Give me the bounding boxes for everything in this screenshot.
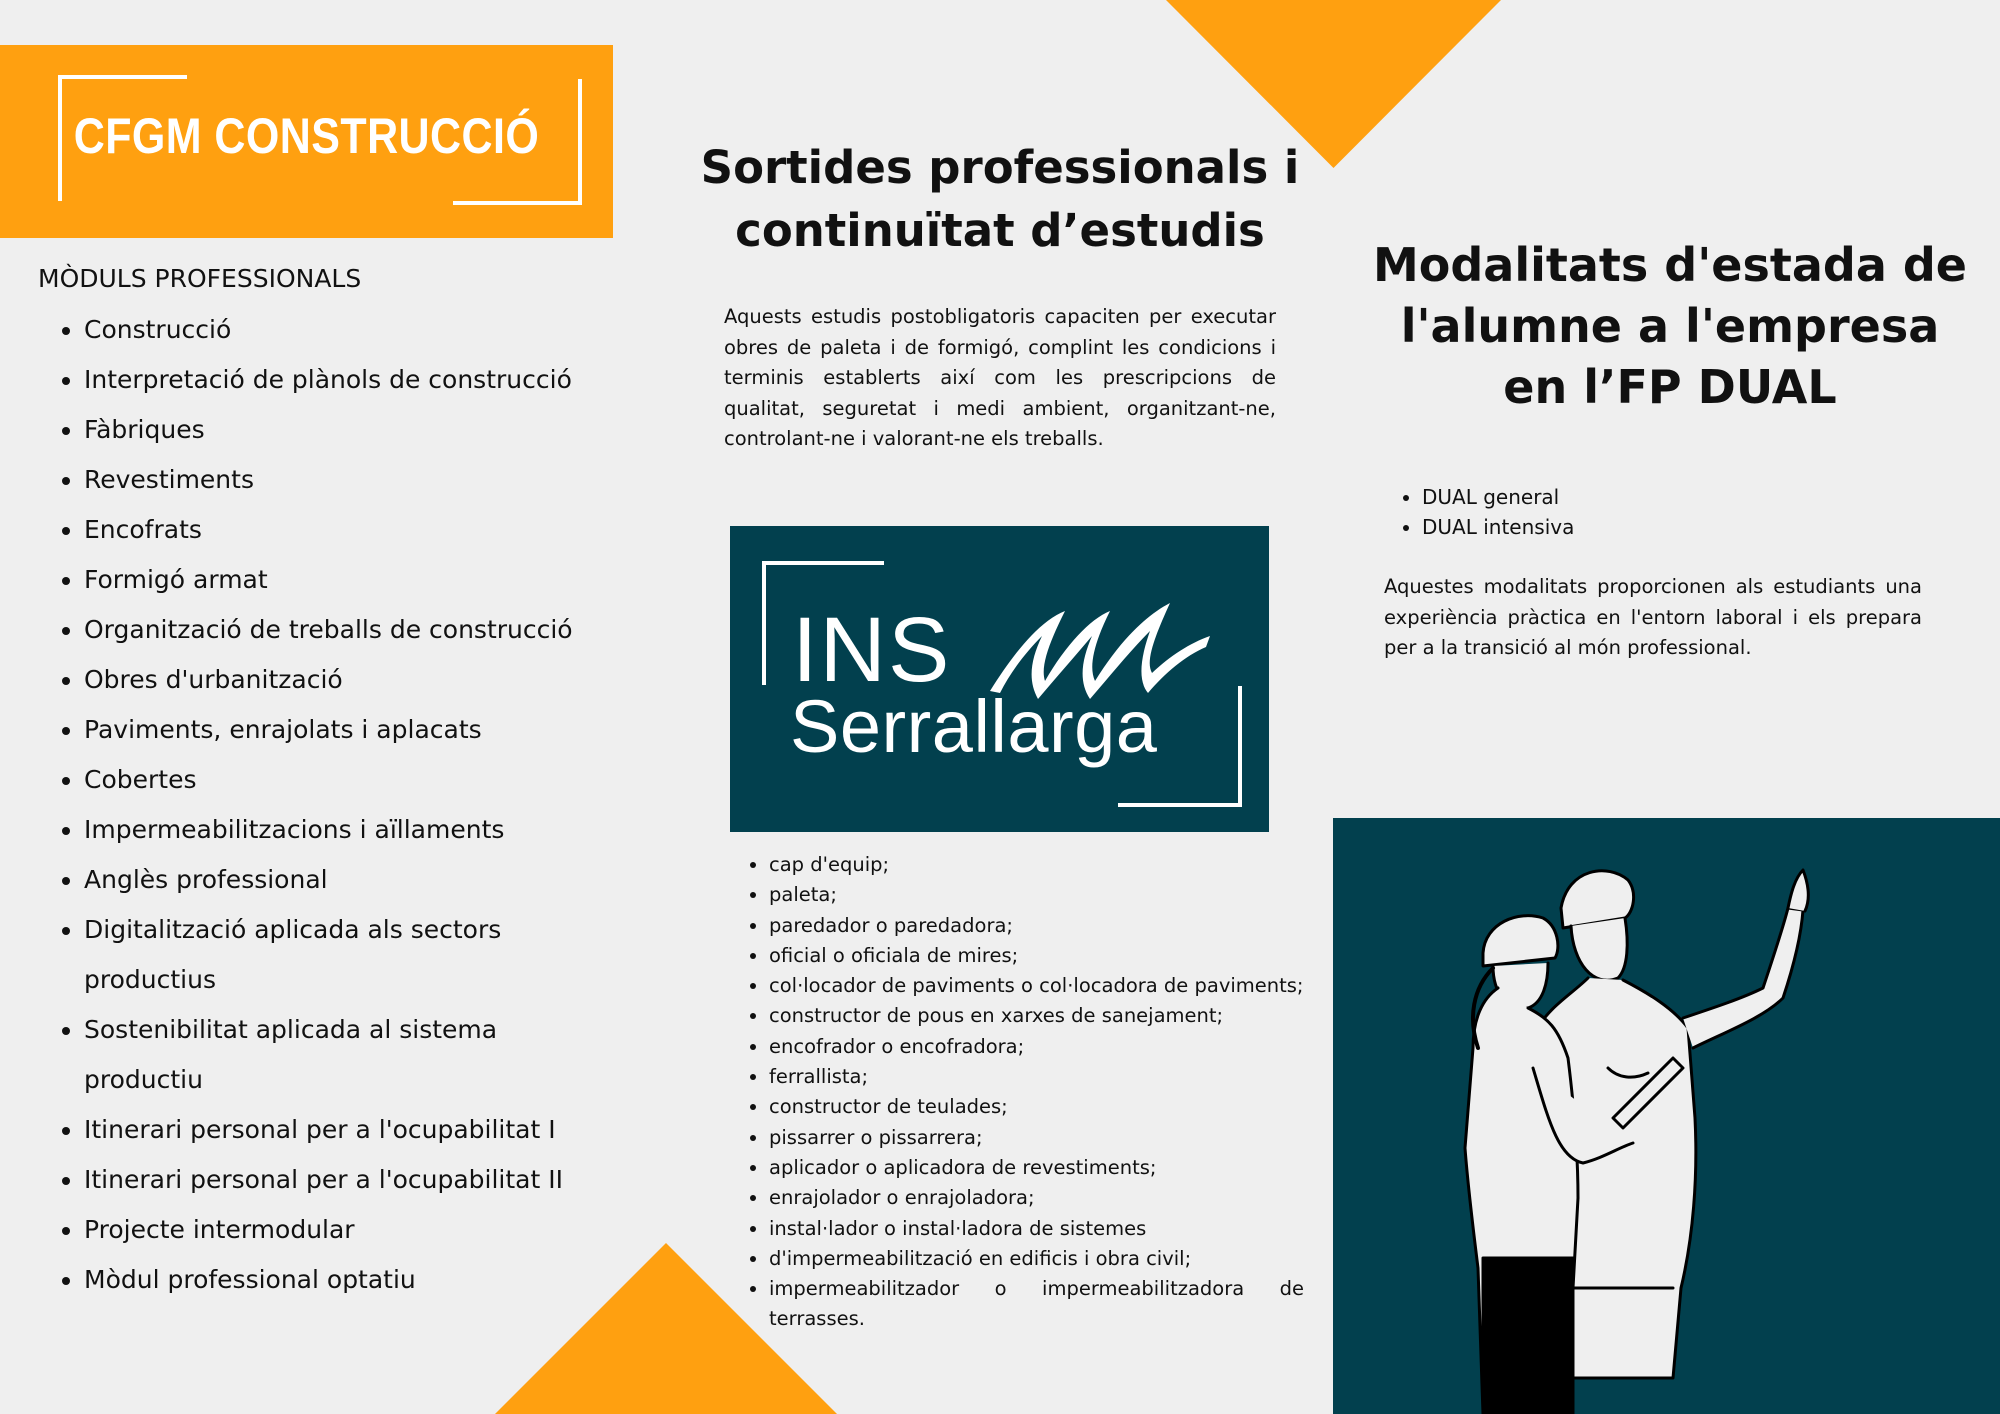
list-item: • cap d'equip; — [769, 850, 1304, 880]
list-item: • oficial o oficiala de mires; — [769, 941, 1304, 971]
list-item: • enrajolador o enrajoladora; — [769, 1183, 1304, 1213]
list-item: • Sostenibilitat aplicada al sistema productiu — [84, 1005, 654, 1105]
modules-list — [38, 305, 654, 1305]
list-item: • Organització de treballs de construcció — [84, 605, 654, 655]
banner-title: CFGM CONSTRUCCIÓ — [73, 108, 540, 164]
list-item: • Anglès professional — [84, 855, 654, 905]
list-item: • Fàbriques — [84, 405, 654, 455]
list-item: • DUAL intensiva — [1422, 512, 1574, 542]
list-item: • constructor de pous en xarxes de sanejament; — [769, 1001, 1304, 1031]
list-item: • Itinerari personal per a l'ocupabilitat I — [84, 1105, 654, 1155]
list-item: • Digitalització aplicada als sectors productius — [84, 905, 654, 1005]
list-item: • paredador o paredadora; — [769, 911, 1304, 941]
list-item: • Interpretació de plànols de construcció — [84, 355, 654, 405]
list-item: • encofrador o encofradora; — [769, 1032, 1304, 1062]
logo-text-serrallarga: Serrallarga — [790, 685, 1158, 768]
title-banner — [0, 45, 613, 238]
list-item: • Construcció — [84, 305, 654, 355]
list-item: • instal·lador o instal·ladora de sistemes — [769, 1214, 1304, 1244]
list-item: • paleta; — [769, 880, 1304, 910]
list-item: • constructor de teulades; — [769, 1092, 1304, 1122]
list-item: • Impermeabilitzacions i aïllaments — [84, 805, 654, 855]
school-logo — [730, 526, 1269, 832]
list-item: • col·locador de paviments o col·locadora de paviments; — [769, 971, 1304, 1001]
list-item: • Projecte intermodular — [84, 1205, 654, 1255]
list-item: • aplicador o aplicadora de revestiments; — [769, 1153, 1304, 1183]
dual-modalities-list — [1384, 482, 1574, 542]
dual-description-paragraph: Aquestes modalitats proporcionen als estudiants una experiència pràctica en l'entorn laboral i els prepara per a la transició al món professional. — [1384, 575, 1922, 659]
section-title-professional-outputs: Sortides professionals i continuïtat d’estudis — [700, 141, 1300, 257]
list-item: • Obres d'urbanització — [84, 655, 654, 705]
list-item: • DUAL general — [1422, 482, 1574, 512]
logo-text-ins: INS — [792, 599, 952, 701]
construction-workers-icon — [1333, 818, 2000, 1414]
list-item: • Formigó armat — [84, 555, 654, 605]
list-item: • Mòdul professional optatiu — [84, 1255, 654, 1305]
description-paragraph: Aquests estudis postobligatoris capaciten per executar obres de paleta i de formigó, complint les condicions i terminis establerts així com les prescripcions de qualitat, seguretat i medi ambient, organitzant-ne, controlant-ne i valorant-ne els treballs. — [724, 305, 1276, 450]
list-item: • d'impermeabilització en edificis i obra civil; — [769, 1244, 1304, 1274]
list-item: • pissarrer o pissarrera; — [769, 1123, 1304, 1153]
jobs-list — [733, 850, 1304, 1335]
list-item: • Itinerari personal per a l'ocupabilitat II — [84, 1155, 654, 1205]
modules-heading: MÒDULS PROFESSIONALS — [38, 264, 362, 293]
list-item: • Encofrats — [84, 505, 654, 555]
list-item: • Paviments, enrajolats i aplacats — [84, 705, 654, 755]
illustration-panel — [1333, 818, 2000, 1414]
list-item: • Revestiments — [84, 455, 654, 505]
section-title-dual-modalities: Modalitats d'estada de l'alumne a l'empresa en l’FP DUAL — [1372, 238, 1968, 414]
list-item: • Cobertes — [84, 755, 654, 805]
list-item: • impermeabilitzador o impermeabilitzadora de terrasses. — [769, 1274, 1304, 1335]
list-item: • ferrallista; — [769, 1062, 1304, 1092]
